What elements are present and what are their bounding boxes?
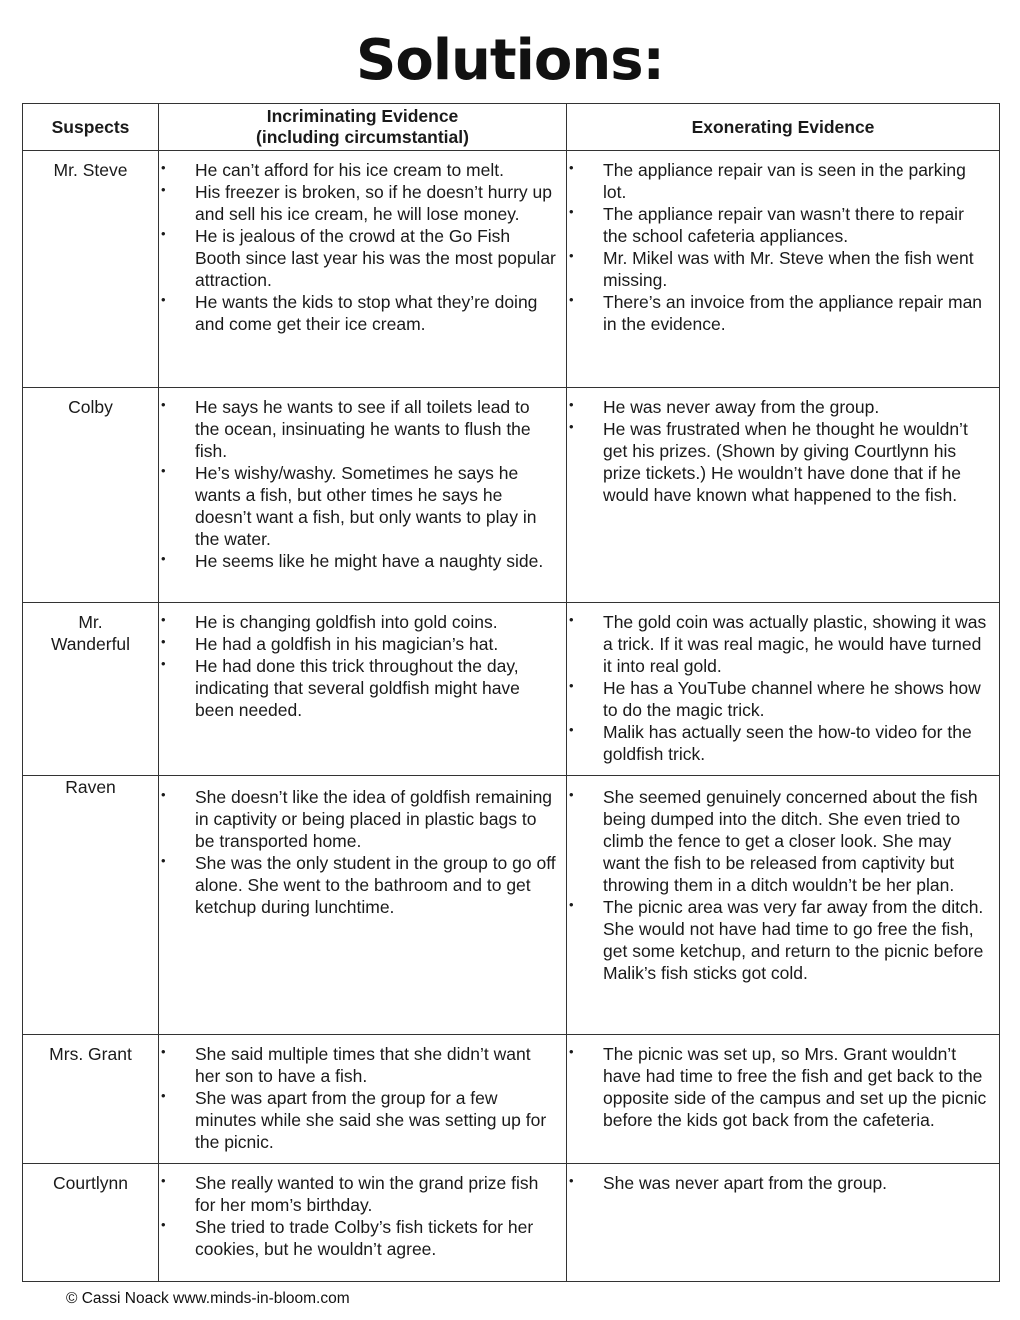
table-row [23, 603, 1000, 776]
incriminating-cell [159, 388, 567, 603]
incriminating-cell [159, 776, 567, 1035]
evidence-table [22, 103, 1000, 1282]
list-item: • There’s an invoice from the appliance repair man in the evidence. [567, 291, 989, 335]
list-item: • Mr. Mikel was with Mr. Steve when the fish went missing. [567, 247, 989, 291]
header-incriminating [159, 104, 567, 151]
list-item: • She doesn’t like the idea of goldfish remaining in captivity or being placed in plastic bags to be transported home. [159, 786, 556, 852]
list-item: • He is changing goldfish into gold coins. [159, 611, 556, 633]
list-item: • He says he wants to see if all toilets lead to the ocean, insinuating he wants to flush the fish. [159, 396, 556, 462]
suspect-name: Mr. Steve [23, 151, 159, 388]
table-row [23, 1164, 1000, 1282]
list-item: • The gold coin was actually plastic, showing it was a trick. If it was real magic, he would have turned it into real gold. [567, 611, 989, 677]
suspect-name [23, 603, 159, 776]
suspect-name: Mrs. Grant [23, 1035, 159, 1164]
header-incriminating-line1: Incriminating Evidence [266, 106, 459, 126]
list-item: • She was never apart from the group. [567, 1172, 989, 1194]
list-item: • He was never away from the group. [567, 396, 989, 418]
list-item: • She really wanted to win the grand prize fish for her mom’s birthday. [159, 1172, 556, 1216]
list-item: • The appliance repair van wasn’t there to repair the school cafeteria appliances. [567, 203, 989, 247]
list-item: • The appliance repair van is seen in the parking lot. [567, 159, 989, 203]
list-item: • The picnic area was very far away from the ditch. She would not have had time to go free the fish, get some ketchup, and return to the picnic before Malik’s fish sticks got cold. [567, 896, 989, 984]
exonerating-cell [567, 603, 1000, 776]
suspect-name: Raven [23, 776, 159, 1035]
page-title: Solutions: [356, 28, 664, 93]
list-item: • He has a YouTube channel where he shows how to do the magic trick. [567, 677, 989, 721]
header-incriminating-line2: (including circumstantial) [256, 127, 469, 147]
exonerating-cell [567, 1164, 1000, 1282]
table-row [23, 1035, 1000, 1164]
header-suspects: Suspects [23, 104, 159, 151]
incriminating-cell [159, 151, 567, 388]
table-header-row [23, 104, 1000, 151]
table-row [23, 776, 1000, 1035]
incriminating-cell [159, 603, 567, 776]
list-item: • The picnic was set up, so Mrs. Grant wouldn’t have had time to free the fish and get back to the opposite side of the campus and set up the picnic before the kids got back from the cafeteria. [567, 1043, 989, 1131]
list-item: • She tried to trade Colby’s fish tickets for her cookies, but he wouldn’t agree. [159, 1216, 556, 1260]
list-item: • He wants the kids to stop what they’re doing and come get their ice cream. [159, 291, 556, 335]
incriminating-cell [159, 1164, 567, 1282]
list-item: • She was apart from the group for a few minutes while she said she was setting up for the picnic. [159, 1087, 556, 1153]
list-item: • He was frustrated when he thought he wouldn’t get his prizes. (Shown by giving Courtlynn his prize tickets.) He wouldn’t have done that if he would have known what happened to the fish. [567, 418, 989, 506]
list-item: • His freezer is broken, so if he doesn’t hurry up and sell his ice cream, he will lose money. [159, 181, 556, 225]
incriminating-cell [159, 1035, 567, 1164]
suspect-name: Colby [23, 388, 159, 603]
list-item: • She was the only student in the group to go off alone. She went to the bathroom and to get ketchup during lunchtime. [159, 852, 556, 918]
list-item: • She said multiple times that she didn’t want her son to have a fish. [159, 1043, 556, 1087]
copyright-footer: © Cassi Noack www.minds-in-bloom.com [66, 1290, 350, 1307]
exonerating-cell [567, 776, 1000, 1035]
list-item: • Malik has actually seen the how-to video for the goldfish trick. [567, 721, 989, 765]
table-row [23, 151, 1000, 388]
exonerating-cell [567, 151, 1000, 388]
exonerating-cell [567, 388, 1000, 603]
suspect-name-line1: Mr. [78, 612, 103, 632]
list-item: • He can’t afford for his ice cream to melt. [159, 159, 556, 181]
suspect-name-line2: Wanderful [50, 634, 131, 654]
suspect-name: Courtlynn [23, 1164, 159, 1282]
exonerating-cell [567, 1035, 1000, 1164]
header-exonerating: Exonerating Evidence [567, 104, 1000, 151]
list-item: • He’s wishy/washy. Sometimes he says he wants a fish, but other times he says he doesn’t want a fish, but only wants to play in the water. [159, 462, 556, 550]
list-item: • He is jealous of the crowd at the Go Fish Booth since last year his was the most popular attraction. [159, 225, 556, 291]
table-row [23, 388, 1000, 603]
list-item: • He had a goldfish in his magician’s hat. [159, 633, 556, 655]
list-item: • She seemed genuinely concerned about the fish being dumped into the ditch. She even tried to climb the fence to get a closer look. She may want the fish to be released from captivity but throwing them in a ditch wouldn’t be her plan. [567, 786, 989, 896]
list-item: • He seems like he might have a naughty side. [159, 550, 556, 572]
list-item: • He had done this trick throughout the day, indicating that several goldfish might have been needed. [159, 655, 556, 721]
